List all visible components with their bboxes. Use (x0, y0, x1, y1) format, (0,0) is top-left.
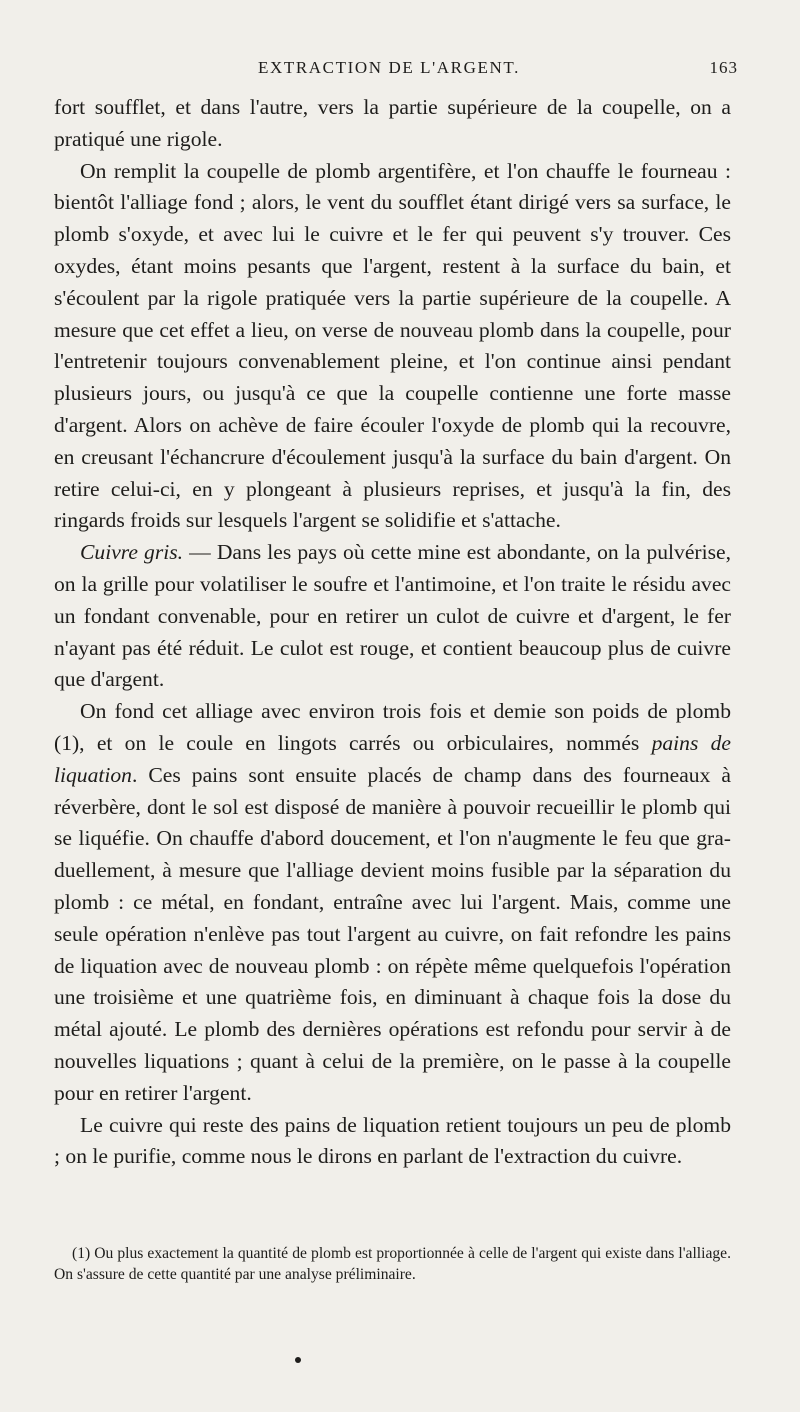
term-pains-de-liquation: pains de liquation (54, 730, 731, 787)
page-number: 163 (709, 58, 738, 77)
page-header (258, 58, 738, 88)
running-title: EXTRACTION DE L'ARGENT. (258, 58, 520, 77)
paragraph-cuivre-gris (54, 537, 731, 696)
main-text (54, 92, 731, 1173)
paragraph-cuivre-gris-text: — Dans les pays où cette mine est abondante, on la pulvérise, on la grille pour volatiliser le soufre et l'antimoine, et l'on traite le résidu avec un fondant convenable, pour en retirer un culot de cuivre et d'argent, le fer n'ayant pas été réduit. Le culot est rouge, et contient beaucoup plus de cuivre que d'argent. (54, 540, 731, 692)
paragraph-coupelle-process: On remplit la coupelle de plomb argentifère, et l'on chauffe le fourneau : bientôt l'alliage fond ; alors, le vent du soufflet étant dirigé vers sa surface, le plomb s'oxyde, et avec lui le cuivre et le fer qui peuvent s'y trouver. Ces oxydes, étant moins pesants que l'argent, restent à la surface du bain, et s'écoulent par la rigole pratiquée vers la partie supérieure de la coupelle. A mesure que cet effet a lieu, on verse de nouveau plomb dans la coupelle, pour l'entretenir toujours convenablement pleine, et l'on continue ainsi pendant plusieurs jours, ou jusqu'à ce que la coupelle contienne une forte masse d'argent. Alors on achève de faire écouler l'oxyde de plomb qui la recouvre, en creusant l'échancrure d'écoulement jusqu'à la surface du bain d'argent. On retire celui-ci, en y plongeant à plusieurs reprises, et jusqu'à la fin, des ringards froids sur lesquels l'argent se solidifie et s'attache. (54, 158, 731, 533)
paragraph-liquation-start: On fond cet alliage avec environ trois fois et demie son poids de plomb (1), et on le coule en lingots carrés ou orbiculaires, nommés (54, 699, 731, 755)
section-lead-cuivre-gris: Cuivre gris. (80, 540, 184, 565)
paragraph-liquation (54, 696, 731, 1109)
footnotes (54, 1244, 731, 1285)
footnote-marker: (1) (72, 1245, 91, 1262)
footnote-1 (54, 1244, 731, 1285)
paragraph-liquation-end: . Ces pains sont ensuite placés de champ dans des fourneaux à réverbère, dont le sol est disposé de manière à pouvoir recueillir le plomb qui se liquéfie. On chauffe d'abord doucement, et l'on n'augmente le feu que graduellement, à mesure que l'alliage devient moins fusible par la séparation du plomb : ce métal, en fondant, entraîne avec lui l'argent. Mais, comme une seule opération n'enlève pas tout l'argent au cuivre, on fait refondre les pains de liquation avec de nouveau plomb : on répète même quelquefois l'opération une troisième et une quatrième fois, en diminuant à chaque fois la dose du métal ajouté. Le plomb des dernières opérations est refondu pour servir à de nouvelles liquations ; quant à celui de la première, on le passe à la coupelle pour en retirer l'argent. (54, 762, 731, 1105)
print-dot-mark (295, 1357, 301, 1363)
paragraph-continued: fort soufflet, et dans l'autre, vers la partie supérieure de la coupelle, on a pratiqué une rigole. (54, 95, 731, 151)
paragraph-cuivre-residuel: Le cuivre qui reste des pains de liquation retient toujours un peu de plomb ; on le purifie, comme nous le dirons en parlant de l'extraction du cuivre. (54, 1112, 731, 1169)
footnote-text: Ou plus exactement la quantité de plomb est proportionnée à celle de l'argent qui existe dans l'alliage. On s'assure de cette quantité par une analyse préliminaire. (54, 1245, 731, 1283)
